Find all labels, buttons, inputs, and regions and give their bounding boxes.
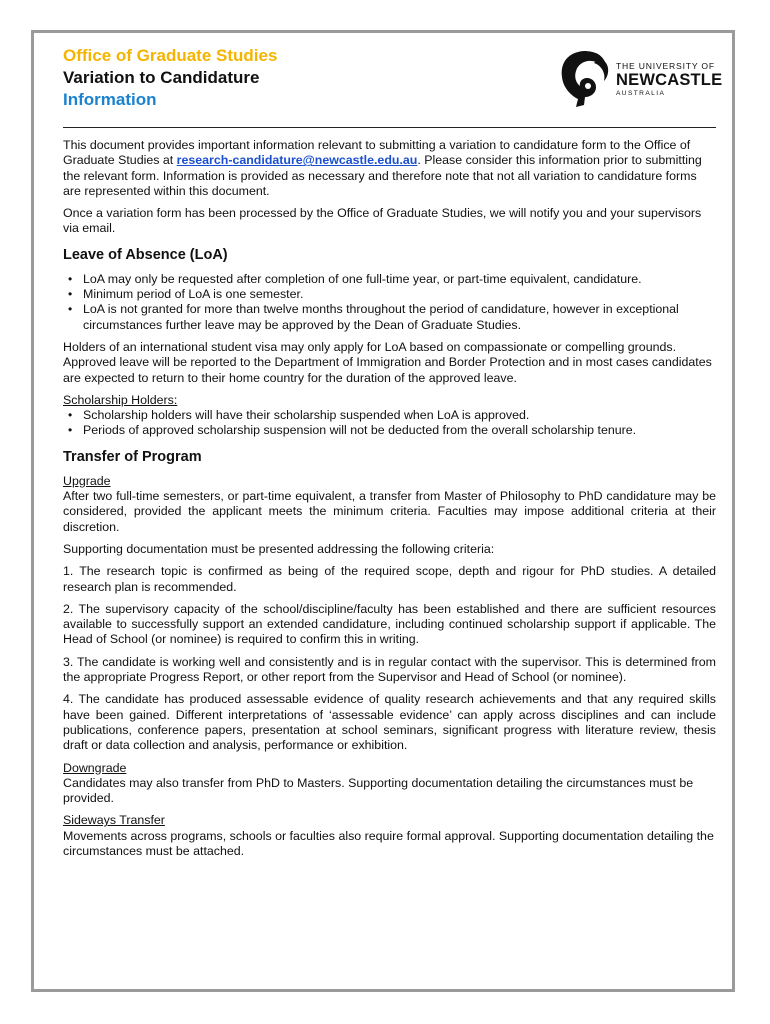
university-logo bbox=[554, 47, 723, 109]
intro-paragraph-2: Once a variation form has been processed by the Office of Graduate Studies, we will notify you and your supervisors via email. bbox=[63, 206, 702, 236]
seahorse-crest-icon bbox=[554, 47, 616, 109]
document-header bbox=[63, 45, 723, 127]
header-divider bbox=[63, 127, 716, 128]
scholarship-bullet-list bbox=[63, 408, 716, 439]
sideways-subheading: Sideways Transfer bbox=[63, 813, 165, 828]
criteria-item: 1. The research topic is confirmed as being of the required scope, depth and rigour for PhD studies. A detailed research plan is recommended. bbox=[63, 564, 716, 594]
criteria-item: 4. The candidate has produced assessable evidence of quality research achievements and that any required skills have been gained. Different interpretations of ‘assessable evidence’ can apply across disciplines and can include publications, conference papers, presentation at school seminars, significant progress with literature review, thesis draft or data collection and analysis, performance or exhibition. bbox=[63, 692, 716, 753]
logo-line-1: THE UNIVERSITY OF bbox=[616, 61, 715, 71]
list-item: • Minimum period of LoA is one semester. bbox=[83, 287, 716, 302]
intro-paragraph-1 bbox=[63, 138, 716, 199]
sideways-paragraph: Movements across programs, schools or faculties also require formal approval. Supporting documentation detailing the circumstances must be attached. bbox=[63, 828, 714, 858]
loa-heading: Leave of Absence (LoA) bbox=[63, 246, 228, 263]
list-item: • LoA may only be requested after completion of one full-time year, or part-time equivalent, candidature. bbox=[83, 272, 716, 287]
loa-bullet-list bbox=[63, 272, 716, 333]
supporting-paragraph: Supporting documentation must be presented addressing the following criteria: bbox=[63, 541, 495, 556]
document-subtitle: Information bbox=[63, 90, 157, 109]
upgrade-paragraph: After two full-time semesters, or part-time equivalent, a transfer from Master of Philosophy to PhD candidature may be considered, provided the applicant meets the minimum criteria. Faculties may impose additional criteria at their discretion. bbox=[63, 489, 716, 534]
transfer-heading: Transfer of Program bbox=[63, 448, 202, 465]
intro-text-before: This document provides important information relevant to submitting a variation to candidature form to the Office of Graduate Studies at bbox=[63, 138, 691, 168]
document-page bbox=[31, 30, 735, 992]
scholarship-subheading: Scholarship Holders: bbox=[63, 392, 178, 407]
document-title: Variation to Candidature bbox=[63, 68, 260, 87]
logo-line-2: NEWCASTLE bbox=[616, 71, 723, 89]
office-title: Office of Graduate Studies bbox=[63, 46, 278, 65]
intro-text-after: . Please consider this information prior to submitting the relevant form. Information is provided as necessary and therefore note that not all variation to candidature forms are represented within this document. bbox=[63, 153, 702, 198]
email-link[interactable]: research-candidature@newcastle.edu.au bbox=[176, 153, 418, 168]
document-content bbox=[63, 45, 723, 866]
criteria-item: 2. The supervisory capacity of the school/discipline/faculty has been established and there are sufficient resources available to successfully support an extended candidature, including continued scholarship support if applicable. The Head of School (or nominee) is required to confirm this in writing. bbox=[63, 601, 716, 647]
upgrade-subheading: Upgrade bbox=[63, 473, 111, 488]
logo-line-3: AUSTRALIA bbox=[616, 90, 666, 97]
list-item: • Scholarship holders will have their scholarship suspended when LoA is approved. bbox=[83, 408, 716, 423]
downgrade-paragraph: Candidates may also transfer from PhD to Masters. Supporting documentation detailing the circumstances must be provided. bbox=[63, 775, 694, 806]
downgrade-subheading: Downgrade bbox=[63, 760, 127, 775]
list-item: • Periods of approved scholarship suspension will not be deducted from the overall scholarship tenure. bbox=[83, 423, 716, 438]
logo-wordmark bbox=[616, 61, 722, 98]
list-item: • LoA is not granted for more than twelve months throughout the period of candidature, however in exceptional circumstances further leave may be approved by the Dean of Graduate Studies. bbox=[83, 302, 716, 333]
loa-visa-paragraph: Holders of an international student visa may only apply for LoA based on compassionate or compelling grounds. Approved leave will be reported to the Department of Immigration and Border Protection and in most cases candidates are expected to return to their home country for the duration of the approved leave. bbox=[63, 339, 712, 385]
criteria-item: 3. The candidate is working well and consistently and is in regular contact with the supervisor. This is determined from the appropriate Progress Report, or other report from the Supervisor and Head of School (or nominee). bbox=[63, 654, 716, 685]
